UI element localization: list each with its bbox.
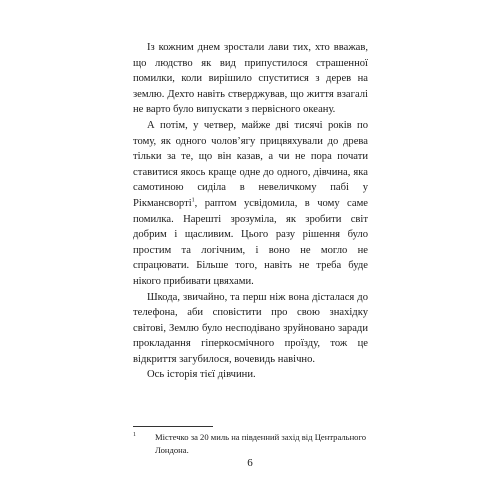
paragraph-2-end: , раптом усвідомила, в чому саме помилка. Нарешті зрозуміла, як зробити світ добрим і щасливим. Цього разу рішення було простим та логічним, і воно не могло не спрацювати. Більше того, навіть не треба буде нікого прибивати цвяхами. — [133, 197, 368, 287]
paragraph-3: Шкода, звичайно, та перш ніж вона дісталася до телефона, аби сповістити про свою знахідку світові, Землю було несподівано зруйновано заради прокладання гіперкосмічного проїзду, тож це відкриття загубилося, вочевидь навічно. — [133, 291, 368, 365]
paragraph-2 — [133, 118, 368, 290]
footnote-reference: 1 — [191, 197, 195, 204]
page-number: 6 — [247, 457, 253, 469]
footnote — [133, 431, 368, 456]
footnote-text: Містечко за 20 миль на південний захід від Центрального Лондона. — [155, 432, 367, 455]
footnote-mark: 1 — [133, 432, 136, 438]
paragraph-1: Із кожним днем зростали лави тих, хто вважав, що людство як вид припустилося страшенної помилки, коли вирішило спуститися з дерев на землю. Дехто навіть стверджував, що життя взагалі не варто було випускати з первісного океану. — [133, 42, 368, 116]
paragraph-2-start: А потім, у четвер, майже дві тисячі років по тому, як одного чолов’ягу прицвяхували до древа тільки за те, що він казав, а чи не пора почати ставитися якось краще одне до одного, дівчина, яка самотиною сиділа в невеличкому пабі у Рікмансворті — [133, 119, 368, 209]
body-text — [133, 40, 368, 383]
footnote-divider — [133, 426, 213, 427]
paragraph-4: Ось історія тієї дівчини. — [147, 369, 256, 381]
